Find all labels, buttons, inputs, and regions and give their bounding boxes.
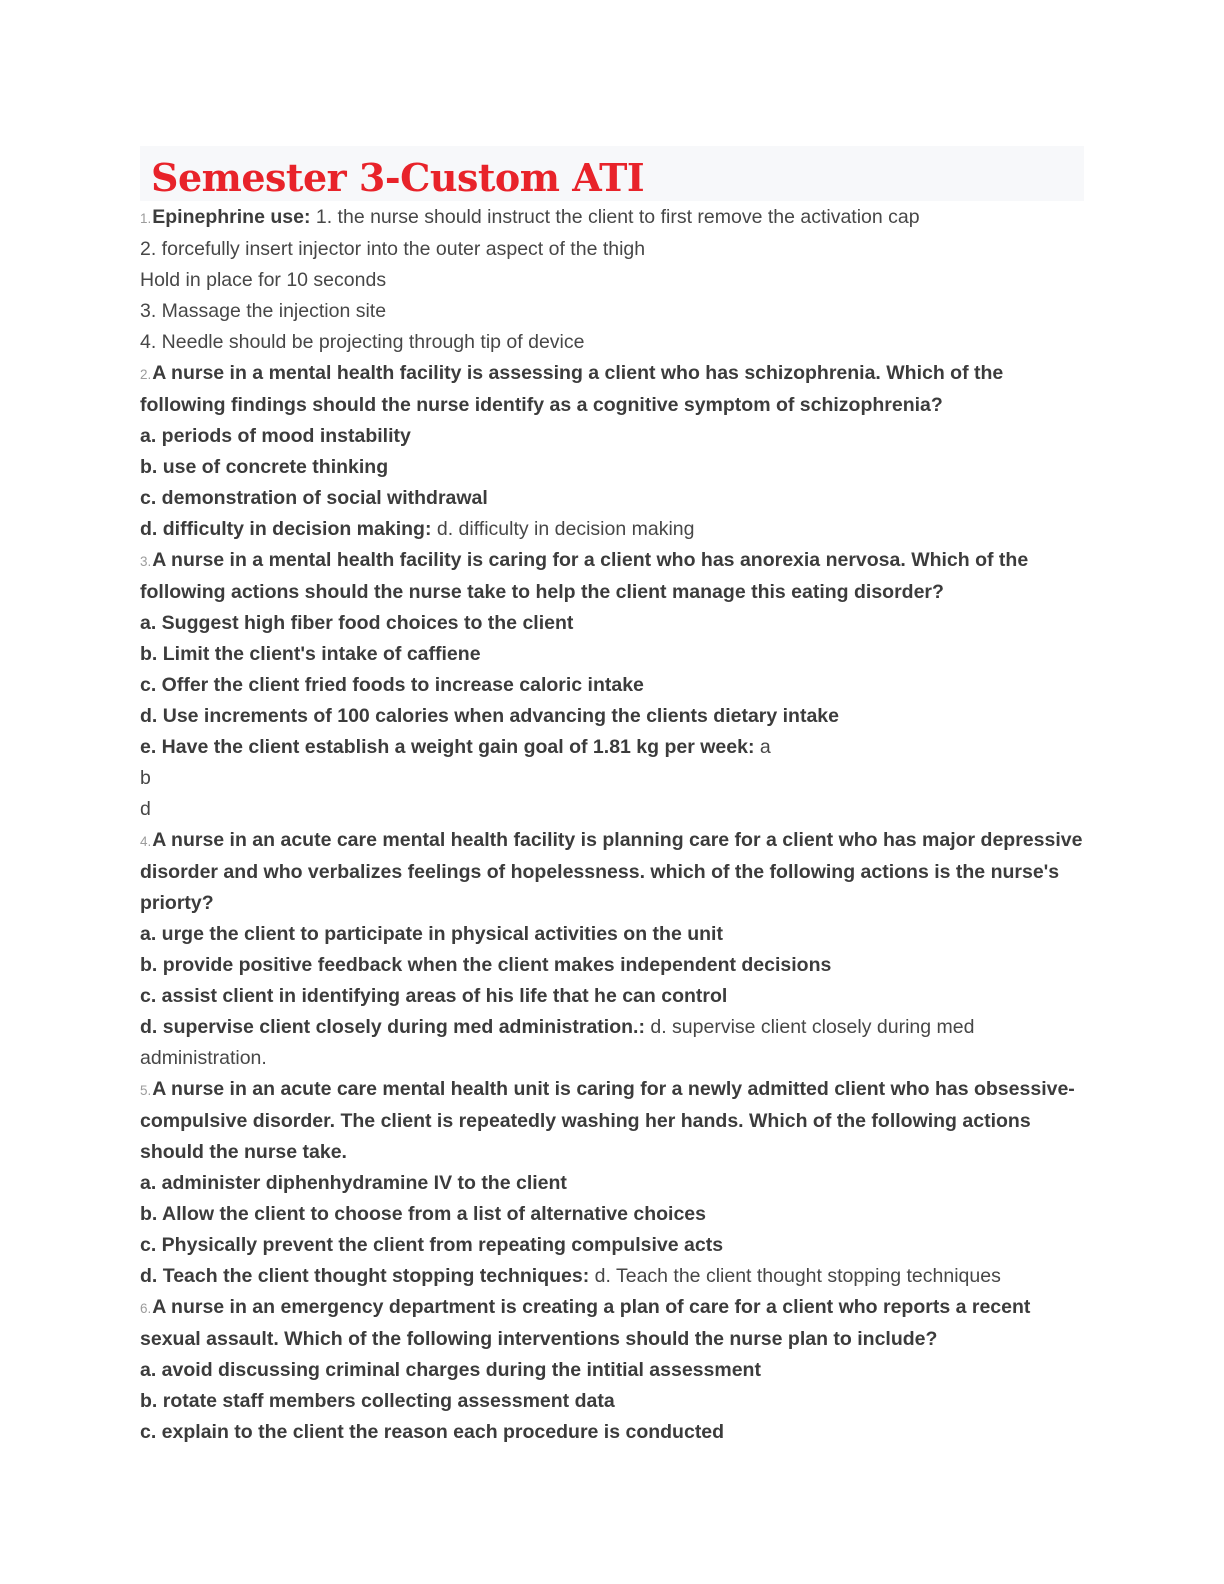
bold-text-segment: A nurse in an emergency department is creating a plan of care for a client who reports a recent sexual assault. Which of the following interventions should the nurse plan to include?: [140, 1296, 1031, 1350]
document-content: [140, 146, 1084, 1448]
regular-text-segment: d. supervise client closely during med administration.: [140, 1016, 975, 1069]
paragraph: [140, 1230, 1084, 1261]
bold-text-segment: a. periods of mood instability: [140, 425, 411, 447]
paragraph: [140, 421, 1084, 452]
paragraph: [140, 1168, 1084, 1199]
paragraph: [140, 358, 1084, 421]
list-number-marker: 3.: [140, 554, 152, 569]
bold-text-segment: d. supervise client closely during med administration.:: [140, 1016, 651, 1038]
paragraph: [140, 1074, 1084, 1168]
bold-text-segment: b. Limit the client's intake of caffiene: [140, 643, 481, 665]
regular-text-segment: d. Teach the client thought stopping techniques: [594, 1265, 1001, 1287]
paragraph: [140, 514, 1084, 545]
regular-text-segment: 3. Massage the injection site: [140, 300, 387, 322]
paragraph: [140, 234, 1084, 265]
paragraph: [140, 1292, 1084, 1355]
paragraph: [140, 202, 1084, 234]
paragraph: [140, 763, 1084, 794]
paragraph: [140, 794, 1084, 825]
paragraph: [140, 545, 1084, 608]
paragraph: [140, 483, 1084, 514]
regular-text-segment: 4. Needle should be projecting through tip of device: [140, 331, 585, 353]
bold-text-segment: b. rotate staff members collecting assessment data: [140, 1390, 615, 1412]
paragraph: [140, 639, 1084, 670]
regular-text-segment: 2. forcefully insert injector into the outer aspect of the thigh: [140, 238, 646, 260]
bold-text-segment: A nurse in a mental health facility is caring for a client who has anorexia nervosa. Which of the following actions should the nurse take to help the client manage this eating disorder?: [140, 549, 1029, 603]
list-number-marker: 4.: [140, 834, 152, 849]
regular-text-segment: 1. the nurse should instruct the client to first remove the activation cap: [315, 206, 920, 228]
list-number-marker: 2.: [140, 367, 152, 382]
paragraph: [140, 919, 1084, 950]
paragraph: [140, 825, 1084, 919]
paragraph: [140, 1261, 1084, 1292]
paragraph: [140, 296, 1084, 327]
regular-text-segment: d. difficulty in decision making: [436, 518, 695, 540]
bold-text-segment: e. Have the client establish a weight gain goal of 1.81 kg per week:: [140, 736, 760, 758]
bold-text-segment: d. Use increments of 100 calories when advancing the clients dietary intake: [140, 705, 840, 727]
bold-text-segment: b. provide positive feedback when the client makes independent decisions: [140, 954, 832, 976]
paragraph: [140, 950, 1084, 981]
bold-text-segment: d. Teach the client thought stopping techniques:: [140, 1265, 595, 1287]
bold-text-segment: b. Allow the client to choose from a list of alternative choices: [140, 1203, 706, 1225]
paragraph: [140, 1417, 1084, 1448]
bold-text-segment: c. assist client in identifying areas of his life that he can control: [140, 985, 728, 1007]
paragraph: [140, 1012, 1084, 1074]
bold-text-segment: c. Offer the client fried foods to increase caloric intake: [140, 674, 644, 696]
regular-text-segment: a: [759, 736, 771, 758]
bold-text-segment: a. avoid discussing criminal charges during the intitial assessment: [140, 1359, 761, 1381]
document-body: [140, 201, 1084, 1448]
bold-text-segment: a. administer diphenhydramine IV to the client: [140, 1172, 567, 1194]
regular-text-segment: Hold in place for 10 seconds: [140, 269, 387, 291]
paragraph: [140, 265, 1084, 296]
bold-text-segment: A nurse in an acute care mental health facility is planning care for a client who has major depressive disorder and who verbalizes feelings of hopelessness. which of the following actions is the nurse's priorty?: [140, 829, 1083, 914]
bold-text-segment: b. use of concrete thinking: [140, 456, 389, 478]
list-number-marker: 6.: [140, 1301, 152, 1316]
paragraph: [140, 981, 1084, 1012]
bold-text-segment: A nurse in an acute care mental health unit is caring for a newly admitted client who has obsessive-compulsive disorder. The client is repeatedly washing her hands. Which of the following actions should the nurse take.: [140, 1078, 1075, 1163]
paragraph: [140, 670, 1084, 701]
paragraph: [140, 327, 1084, 358]
paragraph: [140, 452, 1084, 483]
regular-text-segment: d: [140, 798, 151, 820]
bold-text-segment: A nurse in a mental health facility is assessing a client who has schizophrenia. Which of the following findings should the nurse identify as a cognitive symptom of schizophrenia?: [140, 362, 1004, 416]
paragraph: [140, 1199, 1084, 1230]
bold-text-segment: c. demonstration of social withdrawal: [140, 487, 488, 509]
paragraph: [140, 701, 1084, 732]
paragraph: [140, 1355, 1084, 1386]
title-band: [140, 146, 1084, 201]
bold-text-segment: d. difficulty in decision making:: [140, 518, 437, 540]
regular-text-segment: b: [140, 767, 151, 789]
bold-text-segment: c. Physically prevent the client from repeating compulsive acts: [140, 1234, 724, 1256]
bold-text-segment: a. urge the client to participate in physical activities on the unit: [140, 923, 723, 945]
paragraph: [140, 608, 1084, 639]
paragraph: [140, 732, 1084, 763]
page-title: Semester 3-Custom ATI: [151, 155, 645, 200]
bold-text-segment: Epinephrine use:: [152, 206, 316, 228]
bold-text-segment: a. Suggest high fiber food choices to the client: [140, 612, 574, 634]
list-number-marker: 5.: [140, 1083, 152, 1098]
paragraph: [140, 1386, 1084, 1417]
bold-text-segment: c. explain to the client the reason each procedure is conducted: [140, 1421, 725, 1443]
list-number-marker: 1.: [140, 211, 152, 226]
